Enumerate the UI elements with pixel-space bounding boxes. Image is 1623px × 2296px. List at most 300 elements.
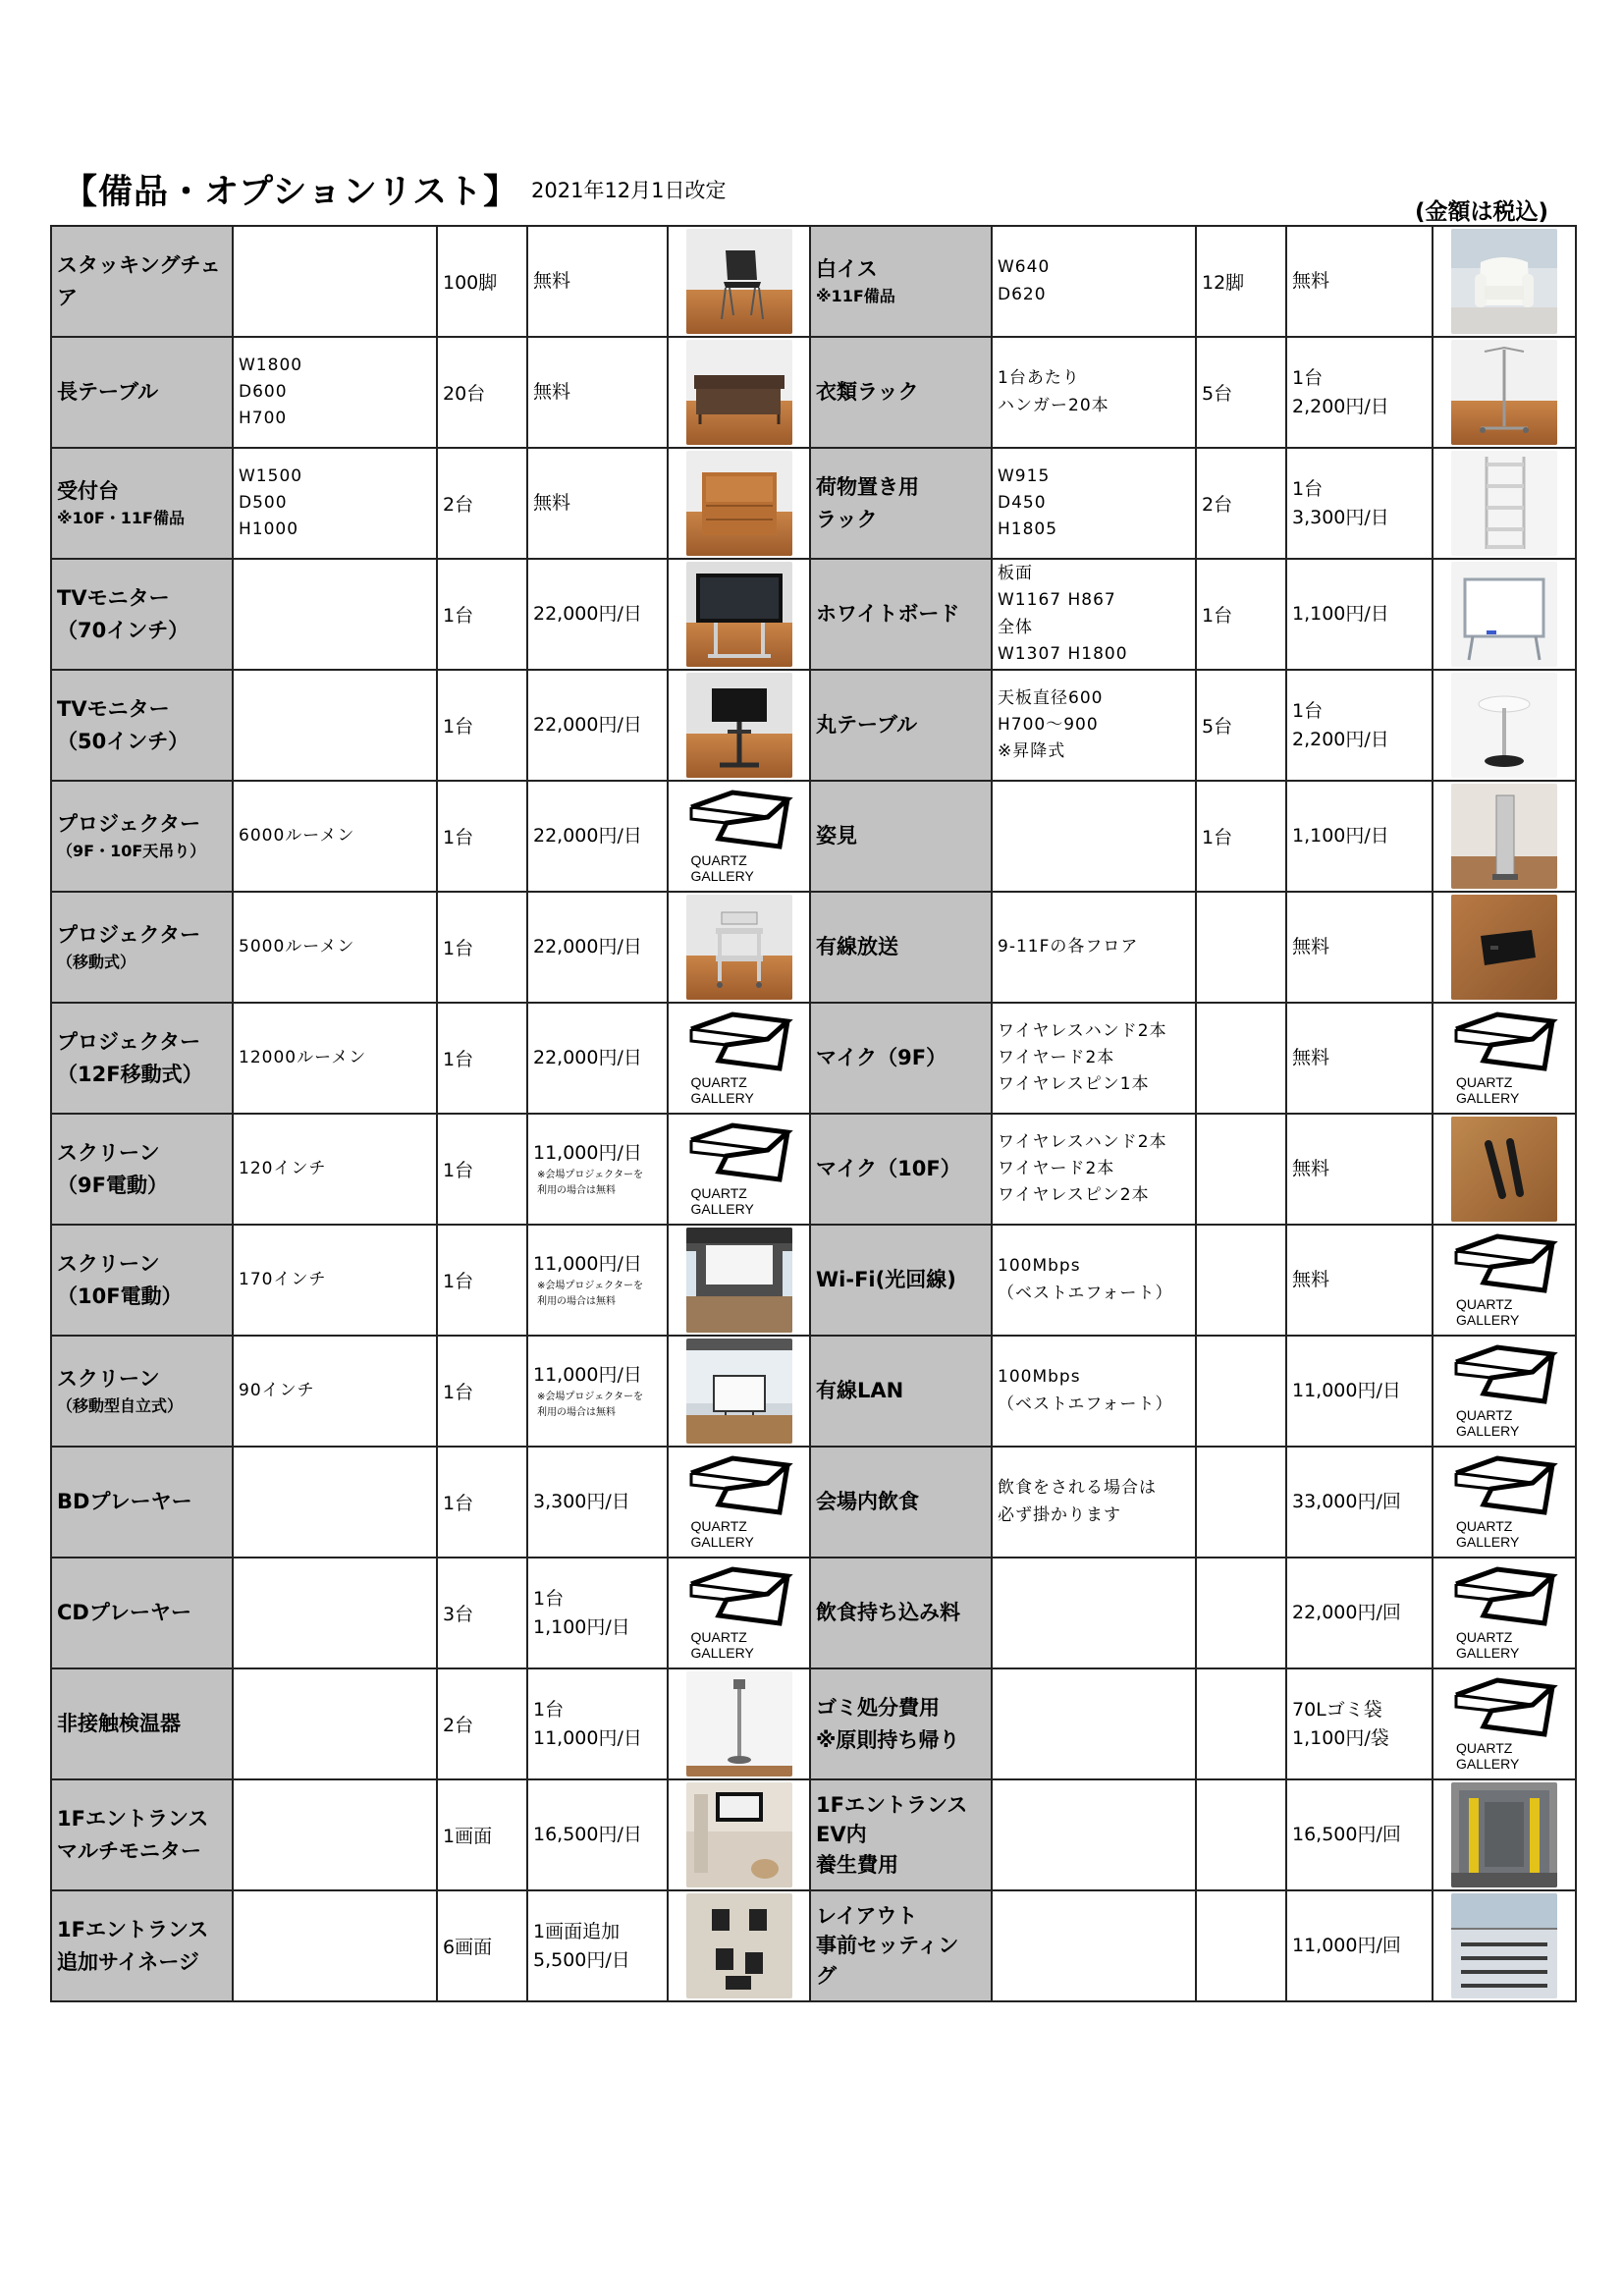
cable-broadcast-photo — [1451, 895, 1557, 1000]
item-price-cell — [1286, 226, 1433, 337]
logo-text-line: GALLERY — [1456, 1534, 1520, 1551]
item-name-line: マイク（10F） — [816, 1157, 961, 1181]
item-name-note: （移動型自立式） — [57, 1396, 184, 1416]
item-quantity — [1196, 1114, 1286, 1225]
price-note-line: ※会場プロジェクターを — [537, 1391, 643, 1402]
item-spec-line: 天板直径600 — [998, 687, 1104, 708]
item-name-cell — [810, 1779, 992, 1890]
item-spec-line: ワイヤード2本 — [998, 1158, 1115, 1178]
item-photo-cell — [1433, 1779, 1576, 1890]
item-spec-line: 120インチ — [239, 1158, 327, 1178]
item-photo-cell — [668, 1779, 810, 1890]
item-price-line: 22,000円/日 — [533, 936, 642, 958]
item-photo-cell — [1433, 1225, 1576, 1336]
item-price-line: 33,000円/回 — [1292, 1491, 1401, 1513]
item-photo-cell — [1433, 892, 1576, 1003]
item-price-cell — [527, 1003, 668, 1114]
microphones-photo — [1451, 1117, 1557, 1222]
item-price-line: 無料 — [1292, 936, 1330, 958]
item-spec-line: D500 — [239, 492, 288, 513]
item-price-line: 5,500円/日 — [533, 1948, 630, 1971]
item-spec-line: W1167 H867 — [998, 590, 1116, 611]
item-spec-line: ワイヤード2本 — [998, 1047, 1115, 1067]
item-name-line: 丸テーブル — [816, 713, 918, 738]
item-name-line: TVモニター — [57, 585, 170, 610]
item-price-cell — [1286, 448, 1433, 559]
item-price-line: 1画面追加 — [533, 1921, 621, 1942]
item-spec-line: 6000ルーメン — [239, 825, 355, 846]
item-quantity: 1台 — [437, 781, 527, 892]
item-price-cell — [1286, 337, 1433, 448]
item-price-line: 無料 — [1292, 1269, 1330, 1291]
item-price-line: 1,100円/日 — [533, 1615, 630, 1638]
item-name-line: （9F電動） — [57, 1173, 168, 1197]
whiteboard-photo — [1451, 562, 1557, 667]
item-price-line: 2,200円/日 — [1292, 728, 1389, 750]
item-price-line: 3,300円/日 — [533, 1491, 630, 1513]
price-note-line: ※会場プロジェクターを — [537, 1280, 643, 1291]
mirror-photo — [1451, 784, 1557, 889]
item-name-line: （70インチ） — [57, 618, 189, 642]
logo-text-line: QUARTZ — [1456, 1074, 1513, 1090]
item-photo-cell — [1433, 781, 1576, 892]
item-name-note: ※10F・11F備品 — [57, 509, 185, 528]
item-name-cell — [51, 1558, 233, 1668]
item-price-cell — [1286, 892, 1433, 1003]
logo-text-line: GALLERY — [690, 868, 754, 885]
logo-text-line: QUARTZ — [690, 1518, 747, 1534]
item-price-cell — [1286, 781, 1433, 892]
quartz-gallery-logo — [1450, 1006, 1558, 1111]
item-name-line: 受付台 — [57, 478, 119, 503]
item-spec-cell — [233, 1668, 437, 1779]
item-quantity: 2台 — [437, 1668, 527, 1779]
item-name-cell — [810, 226, 992, 337]
item-photo-cell — [1433, 1447, 1576, 1558]
item-name-line: マルチモニター — [57, 1838, 201, 1863]
item-name-cell — [810, 781, 992, 892]
logo-text-line: GALLERY — [690, 1090, 754, 1107]
tv-50-photo — [686, 673, 792, 778]
item-quantity: 6画面 — [437, 1890, 527, 2001]
item-price-cell — [527, 781, 668, 892]
item-spec-cell — [233, 1890, 437, 2001]
item-price-line: 16,500円/日 — [533, 1824, 642, 1846]
item-photo-cell — [668, 892, 810, 1003]
table-row — [51, 1336, 1576, 1447]
table-row — [51, 337, 1576, 448]
item-name-line: （12F移動式） — [57, 1062, 203, 1086]
logo-text-line: GALLERY — [690, 1201, 754, 1218]
item-price-cell — [527, 1447, 668, 1558]
item-price-cell — [1286, 1447, 1433, 1558]
quartz-gallery-logo — [1450, 1671, 1558, 1777]
item-price-line: 1台 — [1292, 700, 1324, 722]
item-photo-cell — [668, 1336, 810, 1447]
item-name-line: 追加サイネージ — [57, 1949, 199, 1974]
item-spec-line: ワイヤレスハンド2本 — [998, 1131, 1167, 1152]
revision-date: 2021年12月1日改定 — [531, 179, 727, 202]
item-spec-line: （ベストエフォート） — [998, 1394, 1173, 1414]
item-quantity: 3台 — [437, 1558, 527, 1668]
table-row — [51, 1447, 1576, 1558]
item-spec-cell — [992, 559, 1196, 670]
item-spec-line: 必ず掛かります — [998, 1504, 1121, 1525]
item-spec-cell — [992, 1003, 1196, 1114]
item-name-line: プロジェクター — [57, 922, 201, 947]
luggage-rack-photo — [1451, 451, 1557, 556]
item-spec-cell — [233, 1114, 437, 1225]
table-row — [51, 1668, 1576, 1779]
item-photo-cell — [668, 226, 810, 337]
item-name-line: 養生費用 — [816, 1852, 898, 1877]
item-spec-cell — [233, 1336, 437, 1447]
item-spec-cell — [992, 226, 1196, 337]
item-price-line: 11,000円/日 — [533, 1253, 642, 1276]
item-spec-line: W1307 H1800 — [998, 643, 1128, 664]
item-spec-cell — [233, 892, 437, 1003]
item-name-cell — [810, 670, 992, 781]
item-name-cell — [51, 1890, 233, 2001]
item-name-line: 荷物置き用 — [816, 474, 919, 499]
item-spec-line: D600 — [239, 381, 288, 402]
item-price-line: 1,100円/袋 — [1292, 1726, 1389, 1749]
table-row — [51, 1225, 1576, 1336]
item-price-line: 70Lゴミ袋 — [1292, 1699, 1382, 1721]
item-spec-line: W915 — [998, 465, 1051, 486]
item-quantity: 5台 — [1196, 337, 1286, 448]
thermometer-stand-photo — [686, 1671, 792, 1777]
item-name-cell — [51, 1003, 233, 1114]
page-title: 【備品・オプションリスト】 — [63, 173, 519, 212]
item-price-line: 1,100円/日 — [1292, 603, 1389, 626]
item-spec-cell — [233, 226, 437, 337]
item-quantity: 2台 — [437, 448, 527, 559]
item-spec-cell — [992, 892, 1196, 1003]
item-quantity: 1台 — [437, 892, 527, 1003]
item-quantity — [1196, 1336, 1286, 1447]
item-name-line: マイク（9F） — [816, 1046, 947, 1070]
item-quantity — [1196, 1890, 1286, 2001]
item-spec-cell — [992, 1779, 1196, 1890]
item-name-note: ※11F備品 — [816, 287, 895, 306]
item-price-line: 22,000円/日 — [533, 1047, 642, 1069]
item-spec-line: D450 — [998, 492, 1047, 513]
item-photo-cell — [668, 1890, 810, 2001]
item-spec-line: 板面 — [998, 564, 1033, 584]
item-name-cell — [51, 1779, 233, 1890]
item-name-line: スクリーン — [57, 1140, 160, 1165]
table-row — [51, 1779, 1576, 1890]
item-spec-line: ※昇降式 — [998, 741, 1066, 762]
quartz-gallery-logo — [685, 1449, 793, 1555]
item-spec-cell — [992, 1114, 1196, 1225]
item-name-cell — [51, 1225, 233, 1336]
clothes-rack-photo — [1451, 340, 1557, 445]
item-name-cell — [810, 559, 992, 670]
price-note-line: 利用の場合は無料 — [537, 1295, 616, 1307]
item-quantity — [1196, 1225, 1286, 1336]
table-row — [51, 559, 1576, 670]
item-name-cell — [51, 670, 233, 781]
table-row — [51, 226, 1576, 337]
item-spec-cell — [233, 781, 437, 892]
item-quantity: 1台 — [437, 1003, 527, 1114]
item-spec-line: H1000 — [239, 519, 299, 540]
item-photo-cell — [668, 781, 810, 892]
item-spec-cell — [233, 1003, 437, 1114]
logo-text-line: GALLERY — [690, 1645, 754, 1662]
item-spec-cell — [992, 1890, 1196, 2001]
signage-photo — [686, 1893, 792, 1998]
item-price-line: 11,000円/日 — [1292, 1380, 1401, 1402]
item-name-line: 会場内飲食 — [816, 1490, 919, 1514]
item-name-cell — [810, 892, 992, 1003]
item-spec-cell — [992, 1668, 1196, 1779]
projector-cart-photo — [686, 895, 792, 1000]
elevator-protection-photo — [1451, 1782, 1557, 1887]
quartz-gallery-logo — [1450, 1228, 1558, 1333]
logo-text-line: GALLERY — [1456, 1312, 1520, 1329]
item-price-line: 11,000円/回 — [1292, 1935, 1401, 1957]
item-name-line: 非接触検温器 — [57, 1712, 181, 1736]
item-name-cell — [810, 1558, 992, 1668]
logo-text-line: GALLERY — [690, 1534, 754, 1551]
logo-text-line: GALLERY — [1456, 1645, 1520, 1662]
item-spec-line: W640 — [998, 257, 1051, 278]
quartz-gallery-logo — [685, 1117, 793, 1222]
item-name-cell — [810, 1225, 992, 1336]
item-price-cell — [527, 337, 668, 448]
item-name-cell — [51, 1668, 233, 1779]
item-price-cell — [1286, 1336, 1433, 1447]
item-price-line: 2,200円/日 — [1292, 395, 1389, 417]
item-quantity: 1台 — [437, 559, 527, 670]
item-spec-cell — [992, 781, 1196, 892]
item-name-line: 飲食持ち込み料 — [816, 1601, 960, 1625]
item-photo-cell — [1433, 1558, 1576, 1668]
item-name-cell — [810, 1336, 992, 1447]
item-quantity — [1196, 1447, 1286, 1558]
item-name-line: ※原則持ち帰り — [816, 1727, 960, 1752]
item-quantity: 1台 — [437, 1114, 527, 1225]
item-name-line: EV内 — [816, 1823, 867, 1847]
price-note-line: 利用の場合は無料 — [537, 1406, 616, 1418]
item-name-line: BDプレーヤー — [57, 1490, 192, 1514]
item-spec-line: D620 — [998, 284, 1047, 304]
item-name-cell — [51, 226, 233, 337]
reception-desk-photo — [686, 451, 792, 556]
item-photo-cell — [668, 559, 810, 670]
item-name-note: （移動式） — [57, 953, 136, 972]
item-photo-cell — [668, 1668, 810, 1779]
equipment-table — [50, 225, 1577, 2002]
logo-text-line: QUARTZ — [1456, 1740, 1513, 1756]
item-name-cell — [810, 1447, 992, 1558]
item-price-cell — [527, 670, 668, 781]
table-row — [51, 670, 1576, 781]
item-name-cell — [810, 1890, 992, 2001]
item-spec-line: （ベストエフォート） — [998, 1283, 1173, 1303]
logo-text-line: QUARTZ — [1456, 1518, 1513, 1534]
item-spec-line: ワイヤレスハンド2本 — [998, 1020, 1167, 1041]
item-price-line: 1台 — [533, 1588, 565, 1610]
item-photo-cell — [1433, 448, 1576, 559]
table-row — [51, 1558, 1576, 1668]
item-name-line: CDプレーヤー — [57, 1601, 192, 1625]
quartz-gallery-logo — [685, 784, 793, 889]
item-spec-cell — [233, 559, 437, 670]
item-quantity — [1196, 1558, 1286, 1668]
item-price-line: 無料 — [533, 492, 571, 515]
item-price-line: 無料 — [533, 381, 571, 404]
white-chair-photo — [1451, 229, 1557, 334]
entrance-monitor-photo — [686, 1782, 792, 1887]
item-price-line: 1台 — [1292, 478, 1324, 500]
logo-text-line: QUARTZ — [690, 1629, 747, 1645]
item-quantity: 1台 — [437, 1225, 527, 1336]
item-quantity: 1台 — [1196, 781, 1286, 892]
item-name-cell — [51, 781, 233, 892]
round-table-photo — [1451, 673, 1557, 778]
long-table-photo — [686, 340, 792, 445]
item-name-line: 1Fエントランス — [57, 1806, 209, 1831]
item-price-line: 22,000円/日 — [533, 603, 642, 626]
item-price-line: 11,000円/日 — [533, 1726, 642, 1749]
item-spec-line: W1800 — [239, 355, 303, 375]
item-price-cell — [1286, 1225, 1433, 1336]
price-note-line: 利用の場合は無料 — [537, 1184, 616, 1196]
item-price-line: 無料 — [1292, 1158, 1330, 1180]
item-spec-line: W1500 — [239, 465, 303, 486]
item-name-line: スクリーン — [57, 1251, 160, 1276]
item-price-line: 無料 — [1292, 270, 1330, 293]
item-spec-cell — [992, 337, 1196, 448]
item-name-cell — [51, 1447, 233, 1558]
item-spec-line: ハンガー20本 — [998, 395, 1109, 415]
item-photo-cell — [1433, 670, 1576, 781]
item-spec-line: 100Mbps — [998, 1256, 1081, 1277]
item-photo-cell — [1433, 559, 1576, 670]
item-photo-cell — [1433, 337, 1576, 448]
item-price-line: 3,300円/日 — [1292, 506, 1389, 528]
item-name-cell — [51, 892, 233, 1003]
table-row — [51, 1890, 1576, 2001]
item-price-cell — [1286, 1890, 1433, 2001]
quartz-gallery-logo — [1450, 1560, 1558, 1666]
item-name-line: （50インチ） — [57, 729, 189, 753]
item-spec-cell — [992, 1558, 1196, 1668]
item-name-line: 有線放送 — [816, 935, 898, 959]
item-name-line: 姿見 — [816, 824, 857, 848]
tax-note: (金額は税込) — [1415, 199, 1549, 225]
item-price-line: 無料 — [533, 270, 571, 293]
item-price-cell — [527, 892, 668, 1003]
item-spec-line: 1台あたり — [998, 368, 1080, 389]
item-price-line: 1台 — [533, 1699, 565, 1721]
screen-10f-photo — [686, 1228, 792, 1333]
logo-text-line: GALLERY — [1456, 1423, 1520, 1440]
logo-text-line: QUARTZ — [1456, 1296, 1513, 1312]
item-name-cell — [51, 448, 233, 559]
item-name-line: 事前セッティン — [816, 1934, 959, 1958]
item-name-line: （10F電動） — [57, 1284, 183, 1308]
item-quantity: 1台 — [1196, 559, 1286, 670]
table-row — [51, 1003, 1576, 1114]
item-quantity: 12脚 — [1196, 226, 1286, 337]
item-price-cell — [1286, 1779, 1433, 1890]
item-price-cell — [527, 226, 668, 337]
item-quantity: 100脚 — [437, 226, 527, 337]
item-spec-line: 90インチ — [239, 1380, 315, 1400]
item-price-cell — [527, 1225, 668, 1336]
item-spec-line: 100Mbps — [998, 1367, 1081, 1388]
item-spec-cell — [992, 1225, 1196, 1336]
screen-portable-photo — [686, 1339, 792, 1444]
item-photo-cell — [1433, 1003, 1576, 1114]
logo-text-line: QUARTZ — [1456, 1407, 1513, 1423]
item-spec-cell — [992, 448, 1196, 559]
item-name-line: 1Fエントランス — [57, 1917, 209, 1941]
item-price-cell — [1286, 559, 1433, 670]
layout-setting-photo — [1451, 1893, 1557, 1998]
item-price-cell — [1286, 1668, 1433, 1779]
item-price-cell — [527, 1336, 668, 1447]
item-spec-line: 5000ルーメン — [239, 936, 355, 957]
item-name-line: プロジェクター — [57, 1029, 201, 1054]
item-price-line: 11,000円/日 — [533, 1142, 642, 1165]
item-spec-line: H700 — [239, 409, 288, 429]
item-spec-cell — [992, 1336, 1196, 1447]
item-price-cell — [1286, 670, 1433, 781]
item-name-line: Wi-Fi(光回線) — [816, 1268, 956, 1292]
quartz-gallery-logo — [1450, 1339, 1558, 1444]
item-name-line: 衣類ラック — [816, 380, 919, 405]
item-photo-cell — [1433, 1668, 1576, 1779]
item-price-cell — [527, 1779, 668, 1890]
item-name-line: レイアウト — [816, 1903, 918, 1928]
item-quantity: 1台 — [437, 1336, 527, 1447]
logo-text-line: QUARTZ — [1456, 1629, 1513, 1645]
quartz-gallery-logo — [685, 1006, 793, 1111]
item-name-cell — [51, 1336, 233, 1447]
item-photo-cell — [668, 1225, 810, 1336]
item-spec-line: 12000ルーメン — [239, 1047, 367, 1067]
item-spec-line: H700〜900 — [998, 714, 1099, 735]
item-spec-cell — [233, 448, 437, 559]
item-name-cell — [51, 337, 233, 448]
item-price-line: 1台 — [1292, 367, 1324, 389]
item-name-line: ホワイトボード — [816, 602, 960, 627]
item-name-cell — [51, 559, 233, 670]
item-photo-cell — [668, 1558, 810, 1668]
stacking-chair-photo — [686, 229, 792, 334]
item-quantity: 5台 — [1196, 670, 1286, 781]
item-price-line: 11,000円/日 — [533, 1364, 642, 1387]
item-photo-cell — [1433, 1890, 1576, 2001]
quartz-gallery-logo — [1450, 1449, 1558, 1555]
item-spec-cell — [233, 1558, 437, 1668]
item-photo-cell — [1433, 1336, 1576, 1447]
item-name-line: プロジェクター — [57, 811, 201, 836]
item-spec-cell — [233, 1447, 437, 1558]
item-spec-line: ワイヤレスピン1本 — [998, 1074, 1150, 1095]
tv-70-photo — [686, 562, 792, 667]
item-spec-line: 170インチ — [239, 1269, 327, 1289]
item-price-line: 無料 — [1292, 1047, 1330, 1069]
logo-text-line: QUARTZ — [690, 1185, 747, 1201]
item-spec-cell — [233, 670, 437, 781]
